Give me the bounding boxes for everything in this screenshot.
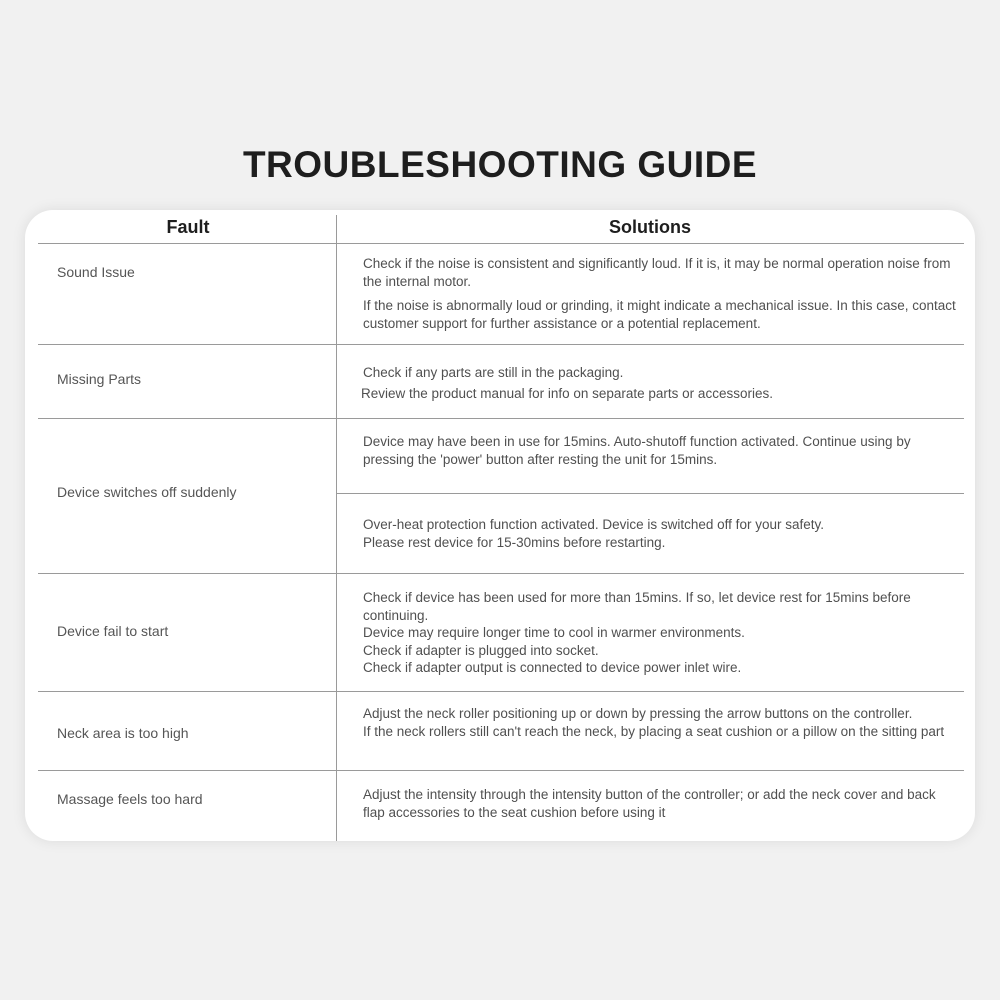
- solution-missing-parts: [363, 364, 958, 402]
- row-divider: [38, 418, 964, 419]
- solution-line: Adjust the neck roller positioning up or down by pressing the arrow buttons on the controller.: [363, 706, 913, 721]
- solutions-column-header: Solutions: [609, 217, 691, 237]
- sub-row-divider: [336, 493, 964, 494]
- solution-line: Check if any parts are still in the packaging.: [363, 365, 624, 380]
- solution-massage-too-hard: [363, 786, 958, 821]
- solution-line: Please rest device for 15-30mins before restarting.: [363, 534, 666, 550]
- fault-column-header: Fault: [166, 217, 210, 237]
- solution-sound-issue-1: [363, 255, 958, 290]
- row-divider: [38, 344, 964, 345]
- row-divider: [38, 573, 964, 574]
- solution-line: If the noise is abnormally loud or grinding, it might indicate a mechanical issue. In this case, contact customer support for further assistance or a potential replacement.: [363, 298, 956, 331]
- solution-line: Device may require longer time to cool in warmer environments.: [363, 625, 745, 640]
- fault-device-fail-to-start: Device fail to start: [57, 623, 169, 639]
- header-divider: [38, 243, 964, 244]
- fault-massage-too-hard: Massage feels too hard: [57, 791, 203, 807]
- row-divider: [38, 691, 964, 692]
- solution-line: Adjust the intensity through the intensity button of the controller; or add the neck cover and back flap accessories to the seat cushion before using it: [363, 787, 936, 820]
- solution-line: Device may have been in use for 15mins. Auto-shutoff function activated. Continue using by pressing the 'power' button after resting the unit for 15mins.: [363, 434, 911, 467]
- solution-line: Check if adapter is plugged into socket.: [363, 642, 599, 658]
- solution-device-switches-off-2: [363, 516, 958, 551]
- fault-missing-parts: Missing Parts: [57, 371, 142, 387]
- row-divider: [38, 770, 964, 771]
- solution-sound-issue-2: [363, 297, 958, 332]
- solution-line: If the neck rollers still can't reach the neck, by placing a seat cushion or a pillow on the sitting part: [363, 723, 945, 739]
- fault-device-switches-off: Device switches off suddenly: [57, 484, 237, 500]
- solution-line: Check if adapter output is connected to device power inlet wire.: [363, 660, 742, 675]
- fault-sound-issue: Sound Issue: [57, 264, 135, 280]
- solution-neck-area-too-high: [363, 705, 958, 740]
- page-title: TROUBLESHOOTING GUIDE: [242, 144, 758, 185]
- solution-line: Over-heat protection function activated. Device is switched off for your safety.: [363, 517, 824, 532]
- solution-line: Review the product manual for info on separate parts or accessories.: [361, 385, 773, 401]
- solution-device-switches-off-1: [363, 433, 958, 468]
- solution-line: Check if device has been used for more than 15mins. If so, let device rest for 15mins before continuing.: [363, 590, 911, 623]
- solution-line: Check if the noise is consistent and significantly loud. If it is, it may be normal operation noise from the internal motor.: [363, 256, 951, 289]
- column-divider: [336, 215, 337, 841]
- solution-device-fail-to-start: [363, 589, 958, 677]
- fault-neck-area-too-high: Neck area is too high: [57, 725, 189, 741]
